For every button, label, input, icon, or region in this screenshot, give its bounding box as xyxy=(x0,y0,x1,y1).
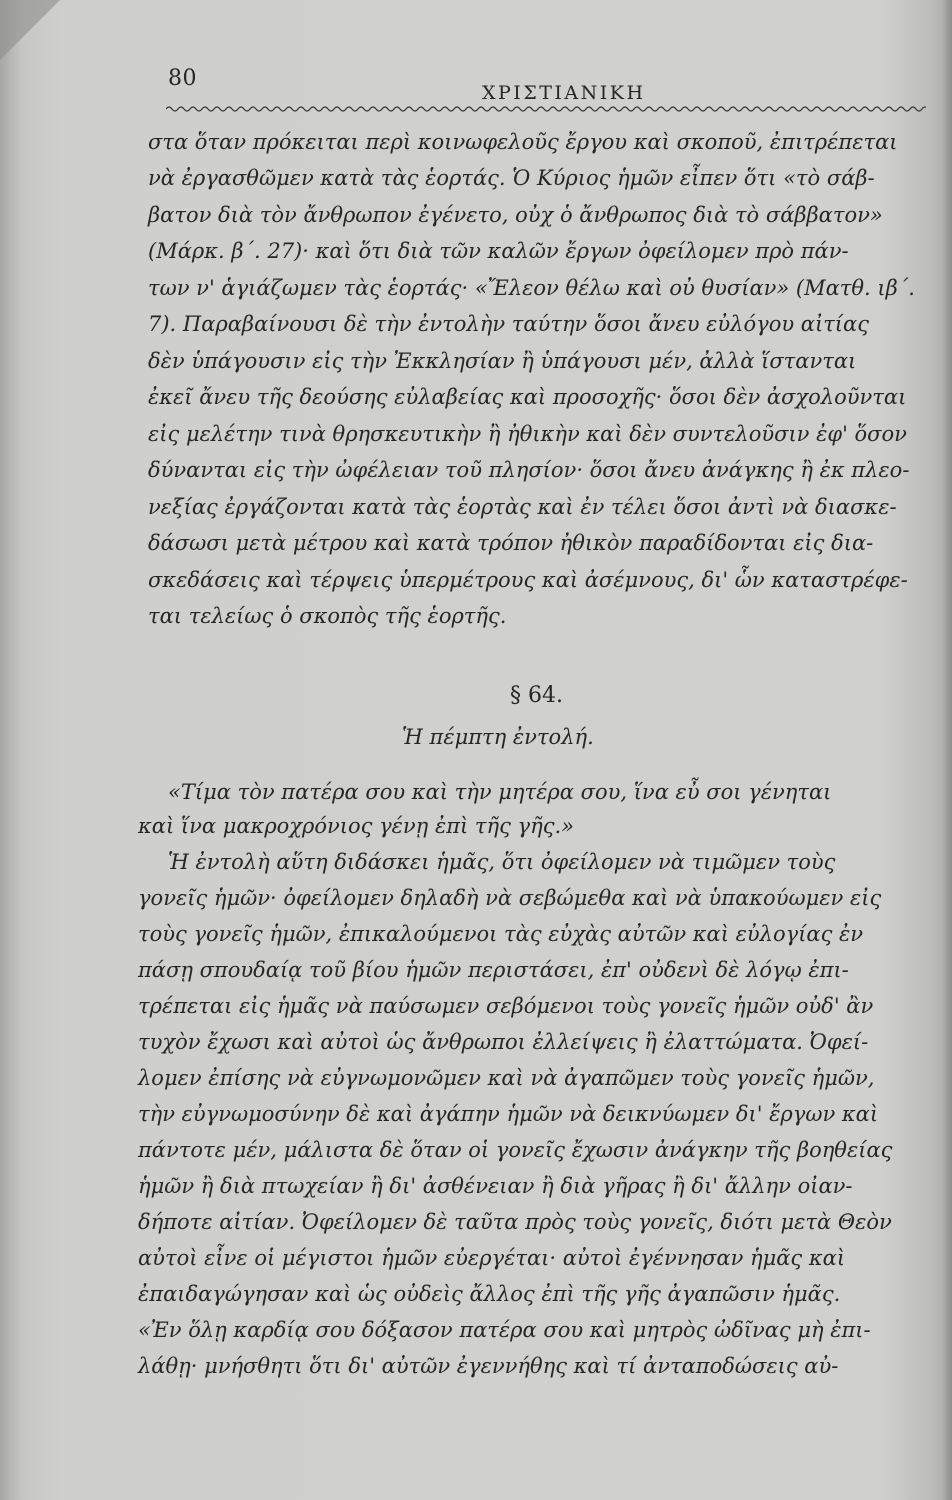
text-line: τυχὸν ἔχωσι καὶ αὐτοὶ ὡς ἄνθρωποι ἐλλείψεις ἢ ἐλαττώματα. Ὀφεί- xyxy=(138,1030,869,1054)
text-line: λομεν ἐπίσης νὰ εὐγνωμονῶμεν καὶ νὰ ἀγαπῶμεν τοὺς γονεῖς ἡμῶν, xyxy=(138,1066,875,1090)
text-line: νὰ ἐργασθῶμεν κατὰ τὰς ἑορτάς. Ὁ Κύριος ἡμῶν εἶπεν ὅτι «τὸ σάβ- xyxy=(148,166,875,190)
text-line: 7). Παραβαίνουσι δὲ τὴν ἐντολὴν ταύτην ὅσοι ἄνευ εὐλόγου αἰτίας xyxy=(148,312,869,336)
text-line: δήποτε αἰτίαν. Ὀφείλομεν δὲ ταῦτα πρὸς τοὺς γονεῖς, διότι μετὰ Θεὸν xyxy=(138,1210,892,1234)
text-line: στα ὅταν πρόκειται περὶ κοινωφελοῦς ἔργου καὶ σκοποῦ, ἐπιτρέπεται xyxy=(148,130,898,154)
text-line: τὴν εὐγνωμοσύνην δὲ καὶ ἀγάπην ἡμῶν νὰ δεικνύωμεν δι' ἔργων καὶ xyxy=(138,1102,879,1126)
header-wavy-rule xyxy=(166,104,926,114)
text-line: νεξίας ἐργάζονται κατὰ τὰς ἑορτὰς καὶ ἐν τέλει ὅσοι ἀντὶ νὰ διασκε- xyxy=(148,495,897,519)
text-line: σκεδάσεις καὶ τέρψεις ὑπερμέτρους καὶ ἀσέμνους, δι' ὧν καταστρέφε- xyxy=(148,568,908,592)
page-header xyxy=(0,0,952,110)
text-line: βατον διὰ τὸν ἄνθρωπον ἐγένετο, οὐχ ὁ ἄνθρωπος διὰ τὸ σάββατον» xyxy=(148,203,883,227)
text-line: πάντοτε μέν, μάλιστα δὲ ὅταν οἱ γονεῖς ἔχωσιν ἀνάγκην τῆς βοηθείας xyxy=(138,1138,893,1162)
text-line: τρέπεται εἰς ἡμᾶς νὰ παύσωμεν σεβόμενοι τοὺς γονεῖς ἡμῶν οὐδ' ἂν xyxy=(138,994,874,1018)
quote-line: καὶ ἵνα μακροχρόνιος γένῃ ἐπὶ τῆς γῆς.» xyxy=(138,814,574,838)
text-line: δὲν ὑπάγουσιν εἰς τὴν Ἐκκλησίαν ἢ ὑπάγουσι μέν, ἀλλὰ ἵστανται xyxy=(148,349,857,373)
quote-line: «Τίμα τὸν πατέρα σου καὶ τὴν μητέρα σου, ἵνα εὖ σοι γένηται xyxy=(168,780,832,804)
text-line: (Μάρκ. β΄. 27)· καὶ ὅτι διὰ τῶν καλῶν ἔργων ὀφείλομεν πρὸ πάν- xyxy=(148,239,849,263)
text-line: γονεῖς ἡμῶν· ὀφείλομεν δηλαδὴ νὰ σεβώμεθα καὶ νὰ ὑπακούωμεν εἰς xyxy=(138,886,882,910)
text-line: τοὺς γονεῖς ἡμῶν, ἐπικαλούμενοι τὰς εὐχὰς αὐτῶν καὶ εὐλογίας ἐν xyxy=(138,922,864,946)
section-number: § 64. xyxy=(510,683,563,708)
text-line: εἰς μελέτην τινὰ θρησκευτικὴν ἢ ἠθικὴν καὶ δὲν συντελοῦσιν ἐφ' ὅσον xyxy=(148,422,907,446)
text-line: αὐτοὶ εἶνε οἱ μέγιστοι ἡμῶν εὐεργέται· αὐτοὶ ἐγέννησαν ἡμᾶς καὶ xyxy=(138,1246,846,1270)
text-line: ἡμῶν ἢ διὰ πτωχείαν ἢ δι' ἀσθένειαν ἢ διὰ γῆρας ἢ δι' ἄλλην οἰαν- xyxy=(138,1174,853,1198)
text-line: «Ἐν ὅλῃ καρδίᾳ σου δόξασον πατέρα σου καὶ μητρὸς ὠδῖνας μὴ ἐπι- xyxy=(138,1318,871,1342)
text-line: ἐπαιδαγώγησαν καὶ ὡς οὐδεὶς ἄλλος ἐπὶ τῆς γῆς ἀγαπῶσιν ἡμᾶς. xyxy=(138,1282,841,1306)
text-line: λάθῃ· μνήσθητι ὅτι δι' αὐτῶν ἐγεννήθης καὶ τί ἀνταποδώσεις αὐ- xyxy=(138,1354,839,1378)
running-title: ΧΡΙΣΤΙΑΝΙΚΗ xyxy=(482,82,646,104)
text-line: των ν' ἁγιάζωμεν τὰς ἑορτάς· «Ἔλεον θέλω καὶ οὐ θυσίαν» (Ματθ. ιβ΄. xyxy=(148,276,915,300)
text-line: Ἡ ἐντολὴ αὕτη διδάσκει ἡμᾶς, ὅτι ὀφείλομεν νὰ τιμῶμεν τοὺς xyxy=(168,850,836,874)
page-number: 80 xyxy=(168,66,197,91)
text-line: δάσωσι μετὰ μέτρου καὶ κατὰ τρόπον ἠθικὸν παραδίδονται εἰς δια- xyxy=(148,531,874,555)
text-line: πάσῃ σπουδαίᾳ τοῦ βίου ἡμῶν περιστάσει, ἐπ' οὐδενὶ δὲ λόγῳ ἐπι- xyxy=(138,958,849,982)
text-line: δύνανται εἰς τὴν ὠφέλειαν τοῦ πλησίον· ὅσοι ἄνευ ἀνάγκης ἢ ἐκ πλεο- xyxy=(148,458,910,482)
text-line: ται τελείως ὁ σκοπὸς τῆς ἑορτῆς. xyxy=(148,604,507,628)
section-title: Ἡ πέμπτη ἐντολή. xyxy=(402,725,594,749)
text-line: ἐκεῖ ἄνευ τῆς δεούσης εὐλαβείας καὶ προσοχῆς· ὅσοι δὲν ἀσχολοῦνται xyxy=(148,385,907,409)
